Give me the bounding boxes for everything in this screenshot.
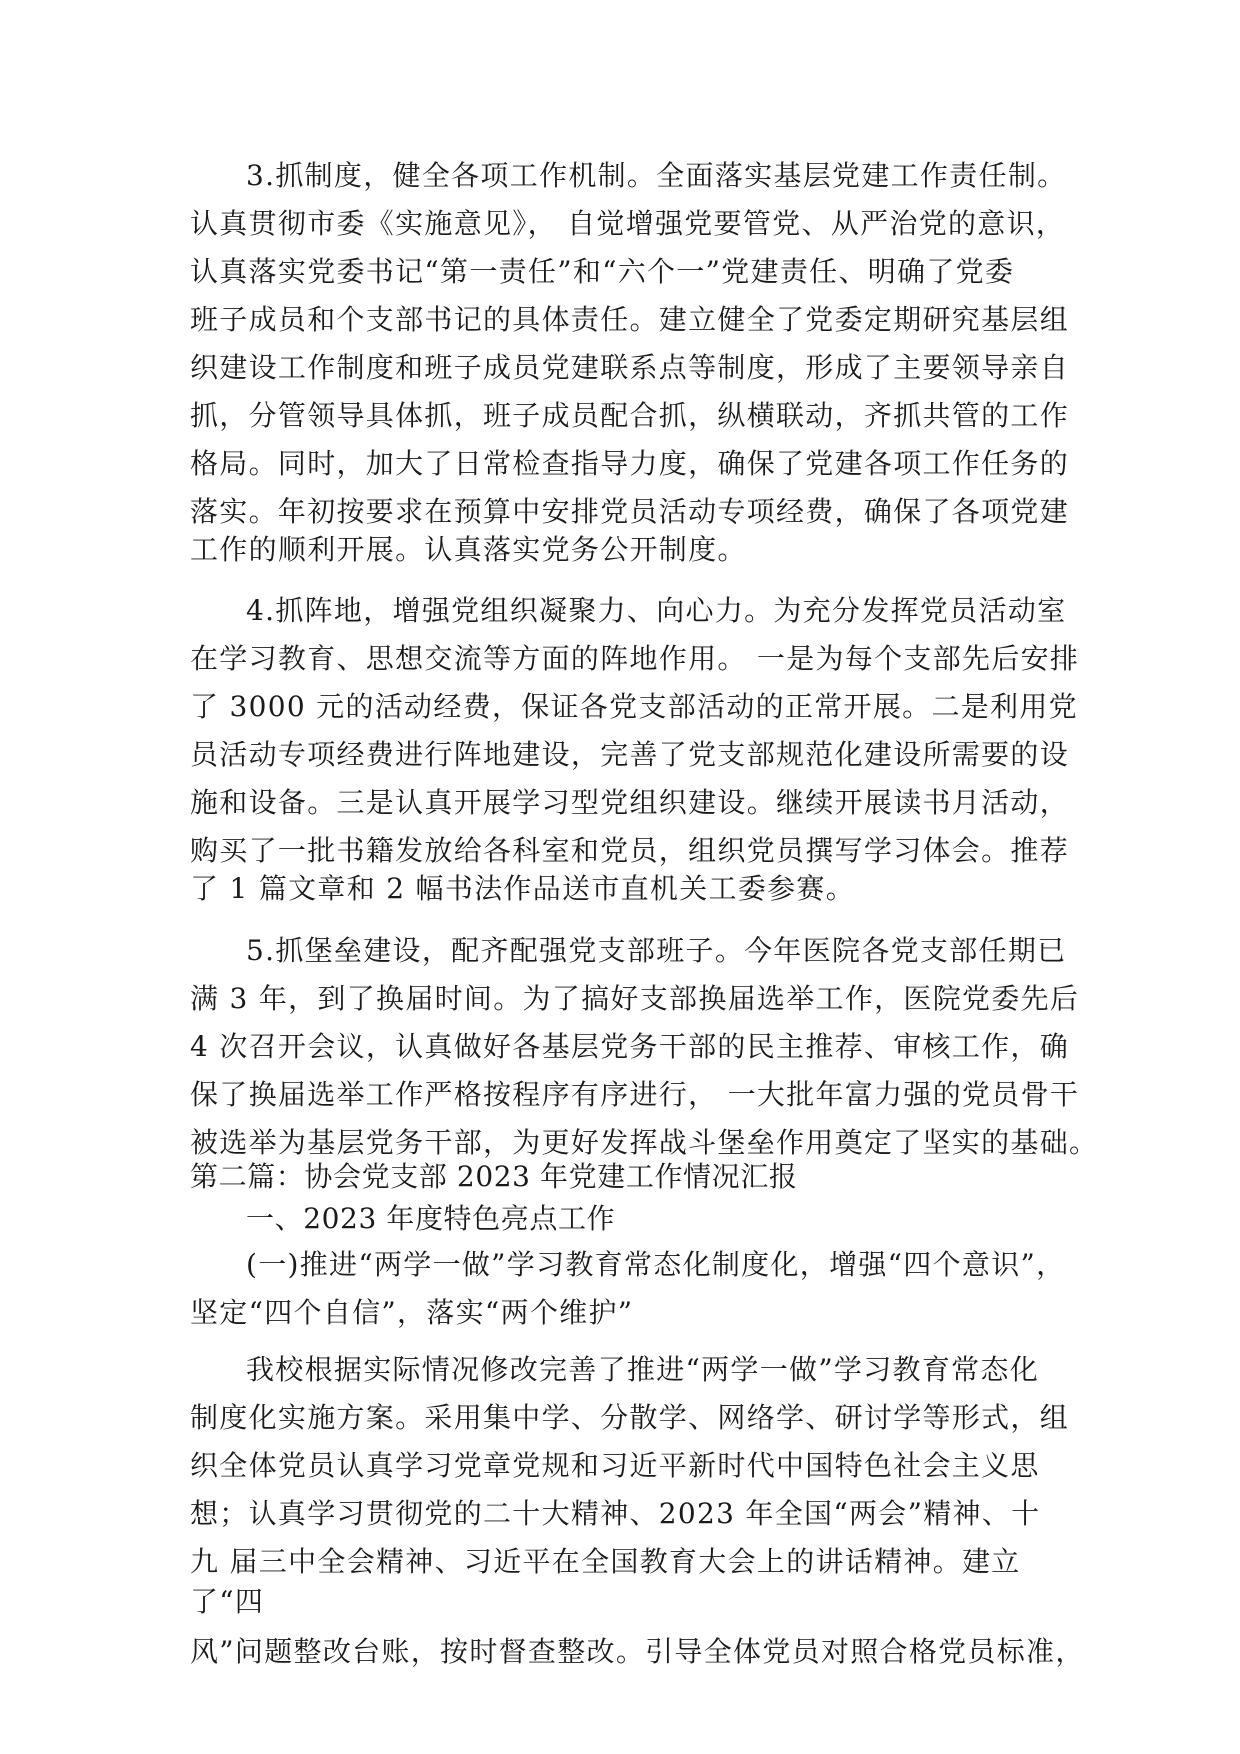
text-line: 被选举为基层党务干部，为更好发挥战斗堡垒作用奠定了坚实的基础。 [190, 1126, 1099, 1159]
text-line: 认真落实党委书记“第一责任”和“六个一”党建责任、明确了党委 [190, 255, 1015, 288]
subsection-heading: (一)推进“两学一做”学习教育常态化制度化，增强“四个意识”， [246, 1248, 1066, 1281]
text-line: 工作的顺利开展。认真落实党务公开制度。 [190, 533, 747, 566]
text-line: 4.抓阵地，增强党组织凝聚力、向心力。为充分发挥党员活动室 [246, 594, 1067, 627]
text-line: 织建设工作制度和班子成员党建联系点等制度，形成了主要领导亲自 [190, 351, 1070, 384]
section-title: 第二篇：协会党支部 2023 年党建工作情况汇报 [190, 1160, 798, 1193]
text-line: 4 次召开会议，认真做好各基层党务干部的民主推荐、审核工作，确 [190, 1030, 1070, 1063]
text-line: 满 3 年，到了换届时间。为了搞好支部换届选举工作，医院党委先后 [190, 982, 1080, 1015]
text-line: 3.抓制度，健全各项工作机制。全面落实基层党建工作责任制。 [246, 159, 1067, 192]
text-line: 班子成员和个支部书记的具体责任。建立健全了党委定期研究基层组 [190, 303, 1070, 336]
text-line: 抓，分管领导具体抓，班子成员配合抓，纵横联动，齐抓共管的工作 [190, 399, 1070, 432]
text-line: 5.抓堡垒建设，配齐配强党支部班子。今年医院各党支部任期已 [246, 934, 1067, 967]
text-line: 保了换届选举工作严格按程序有序进行， 一大批年富力强的党员骨干 [190, 1078, 1080, 1111]
text-line: 我校根据实际情况修改完善了推进“两学一做”学习教育常态化 [246, 1353, 1040, 1386]
text-line: 九 届三中全会精神、习近平在全国教育大会上的讲话精神。建立 [190, 1545, 1021, 1578]
text-line: 认真贯彻市委《实施意见》， 自觉增强党要管党、从严治党的意识， [190, 207, 1066, 240]
text-line: 了“四 [190, 1585, 265, 1618]
subsection-heading-cont: 坚定“四个自信”，落实“两个维护” [190, 1296, 634, 1329]
text-line: 了 3000 元的活动经费，保证各党支部活动的正常开展。二是利用党 [190, 690, 1078, 723]
text-line: 织全体党员认真学习党章党规和习近平新时代中国特色社会主义思 [190, 1449, 1040, 1482]
section-heading: 一、2023 年度特色亮点工作 [246, 1202, 616, 1235]
text-line: 落实。年初按要求在预算中安排党员活动专项经费，确保了各项党建 [190, 495, 1070, 528]
text-line: 了 1 篇文章和 2 幅书法作品送市直机关工委参赛。 [190, 872, 856, 905]
text-line: 在学习教育、思想交流等方面的阵地作用。 一是为每个支部先后安排 [190, 642, 1080, 675]
text-line: 购买了一批书籍发放给各科室和党员，组织党员撰写学习体会。推荐 [190, 834, 1070, 867]
text-line: 施和设备。三是认真开展学习型党组织建设。继续开展读书月活动， [190, 786, 1070, 819]
text-line: 想；认真学习贯彻党的二十大精神、2023 年全国“两会”精神、十 [190, 1497, 1041, 1530]
text-line: 格局。同时，加大了日常检查指导力度，确保了党建各项工作任务的 [190, 447, 1070, 480]
text-line: 员活动专项经费进行阵地建设，完善了党支部规范化建设所需要的设 [190, 738, 1070, 771]
text-line: 制度化实施方案。采用集中学、分散学、网络学、研讨学等形式，组 [190, 1401, 1070, 1434]
text-line: 风”问题整改台账，按时督查整改。引导全体党员对照合格党员标准， [190, 1635, 1085, 1668]
